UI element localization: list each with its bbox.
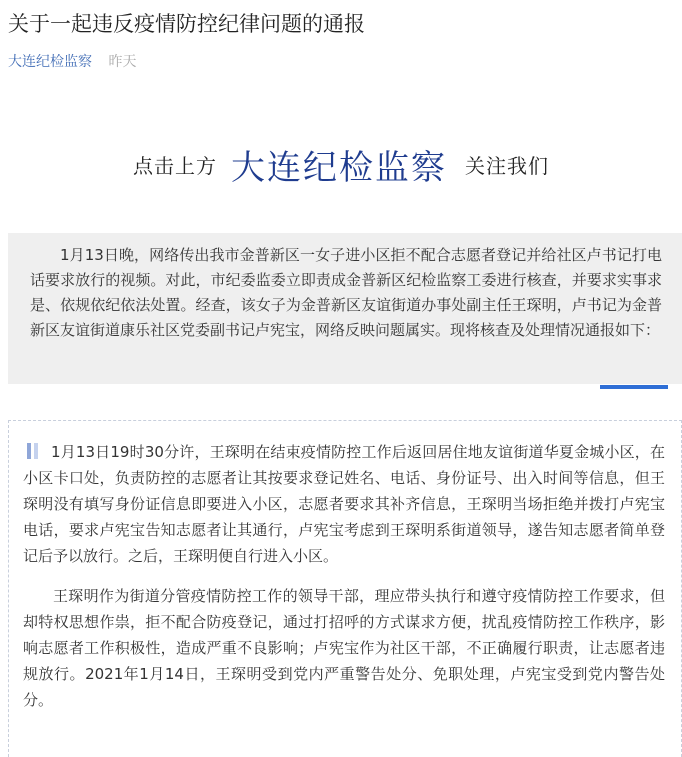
body-paragraph-1-text: 1月13日19时30分许，王琛明在结束疫情防控工作后返回居住地友谊街道华夏金城小区，在小区卡口处，负责防控的志愿者让其按要求登记姓名、电话、身份证号、出入时间等信息，但王琛明没有填写身份证信息即要进入小区，志愿者要求其补齐信息，王琛明当场拒绝并拨打卢宪宝电话，要求卢宪宝告知志愿者让其通行，卢宪宝考虑到王琛明系街道领导，遂告知志愿者简单登记后予以放行。之后，王琛明便自行进入小区。 (23, 443, 665, 565)
intro-box (8, 233, 682, 384)
article-meta (8, 53, 136, 71)
intro-paragraph: 1月13日晚，网络传出我市金普新区一女子进小区拒不配合志愿者登记并给社区卢书记打电话要求放行的视频。对此，市纪委监委立即责成金普新区纪检监察工委进行核查，并要求实事求是、依规依纪依法处置。经查，该女子为金普新区友谊街道办事处副主任王琛明，卢书记为金普新区友谊街道康乐社区党委副书记卢宪宝，网络反映问题属实。现将核查及处理情况通报如下： (30, 246, 662, 339)
body-paragraph-1 (23, 439, 665, 569)
article-title: 关于一起违反疫情防控纪律问题的通报 (8, 12, 365, 36)
author-link[interactable]: 大连纪检监察 (8, 54, 92, 70)
report-section (8, 420, 682, 757)
publish-date: 昨天 (108, 54, 137, 70)
follow-banner[interactable] (8, 104, 674, 224)
banner-pre-text: 点击上方 (133, 153, 217, 178)
quote-bars-icon (23, 443, 51, 459)
accent-divider (600, 385, 668, 389)
body-paragraph-2: 王琛明作为街道分管疫情防控工作的领导干部，理应带头执行和遵守疫情防控工作要求，但却特权思想作祟，拒不配合防疫登记，通过打招呼的方式谋求方便，扰乱疫情防控工作秩序，影响志愿者工作积极性，造成严重不良影响；卢宪宝作为社区干部，不正确履行职责，让志愿者违规放行。2021年1月14日，王琛明受到党内严重警告处分、免职处理，卢宪宝受到党内警告处分。 (23, 587, 665, 709)
banner-post-text: 关注我们 (465, 153, 549, 178)
banner-brand: 大连纪检监察 (231, 147, 447, 188)
